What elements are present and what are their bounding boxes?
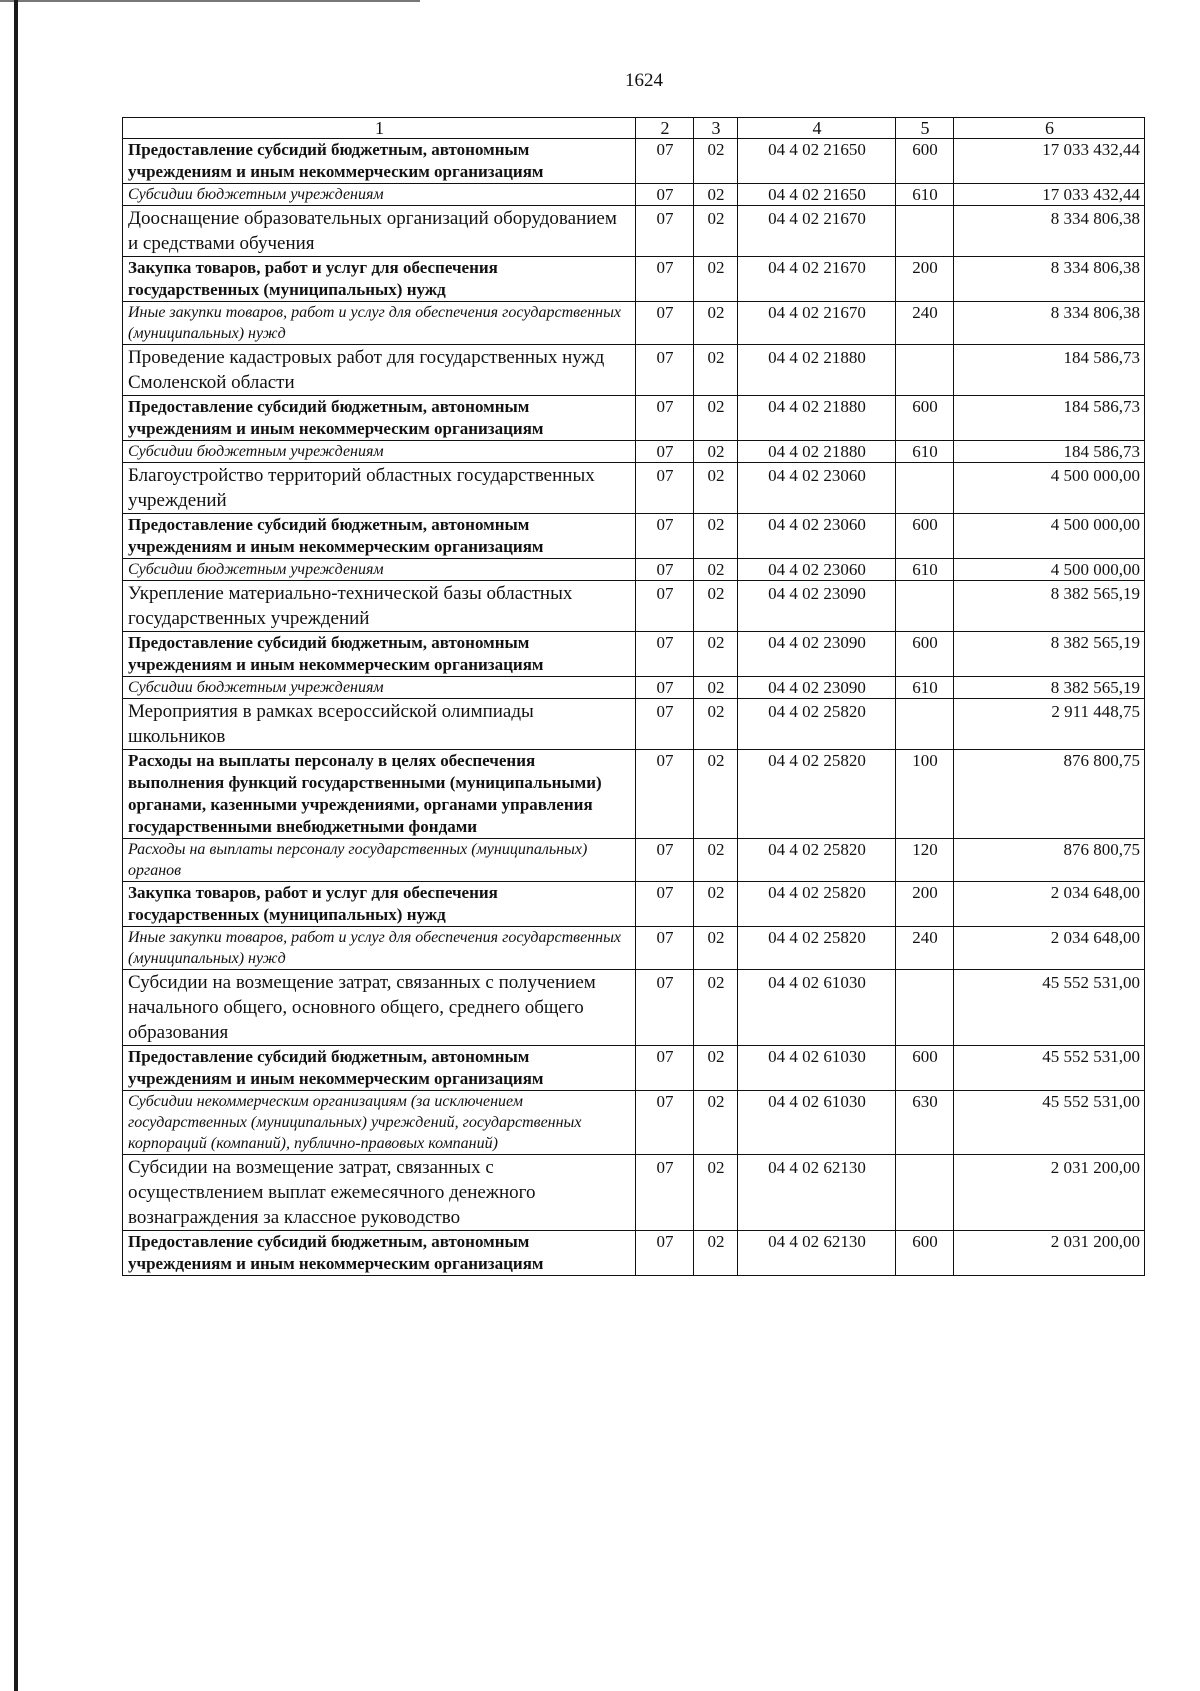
row-name-cell: Субсидии бюджетным учреждениям <box>123 559 636 581</box>
row-name-cell: Благоустройство территорий областных государственных учреждений <box>123 463 636 514</box>
row-target-article-cell: 04 4 02 21650 <box>738 139 896 184</box>
row-expense-type-cell: 100 <box>896 750 954 839</box>
table-row <box>123 514 1145 559</box>
row-section-cell: 07 <box>636 1155 694 1231</box>
row-section-cell: 07 <box>636 699 694 750</box>
row-expense-type-cell: 240 <box>896 927 954 970</box>
header-col-5: 5 <box>896 118 954 139</box>
row-name-cell: Предоставление субсидий бюджетным, автономным учреждениям и иным некоммерческим организациям <box>123 632 636 677</box>
table-row <box>123 677 1145 699</box>
row-target-article-cell: 04 4 02 21670 <box>738 302 896 345</box>
row-subsection-cell: 02 <box>694 927 738 970</box>
row-expense-type-cell: 600 <box>896 1231 954 1276</box>
row-target-article-cell: 04 4 02 21880 <box>738 396 896 441</box>
row-subsection-cell: 02 <box>694 1046 738 1091</box>
row-amount-cell: 4 500 000,00 <box>954 514 1145 559</box>
table-row <box>123 559 1145 581</box>
row-target-article-cell: 04 4 02 23090 <box>738 581 896 632</box>
row-target-article-cell: 04 4 02 21880 <box>738 441 896 463</box>
budget-table-header <box>123 118 1145 139</box>
table-row <box>123 345 1145 396</box>
row-name-cell: Предоставление субсидий бюджетным, автономным учреждениям и иным некоммерческим организациям <box>123 1046 636 1091</box>
row-section-cell: 07 <box>636 441 694 463</box>
row-name-cell: Предоставление субсидий бюджетным, автономным учреждениям и иным некоммерческим организациям <box>123 396 636 441</box>
row-name-cell: Субсидии бюджетным учреждениям <box>123 184 636 206</box>
row-amount-cell: 8 382 565,19 <box>954 677 1145 699</box>
row-section-cell: 07 <box>636 632 694 677</box>
table-row <box>123 441 1145 463</box>
row-expense-type-cell: 600 <box>896 1046 954 1091</box>
row-section-cell: 07 <box>636 927 694 970</box>
row-target-article-cell: 04 4 02 25820 <box>738 839 896 882</box>
row-expense-type-cell <box>896 1155 954 1231</box>
scan-left-border <box>14 0 18 1691</box>
row-target-article-cell: 04 4 02 25820 <box>738 927 896 970</box>
row-subsection-cell: 02 <box>694 441 738 463</box>
header-col-3: 3 <box>694 118 738 139</box>
table-row <box>123 581 1145 632</box>
scan-top-edge <box>0 0 420 2</box>
row-subsection-cell: 02 <box>694 257 738 302</box>
row-name-cell: Предоставление субсидий бюджетным, автономным учреждениям и иным некоммерческим организациям <box>123 139 636 184</box>
row-subsection-cell: 02 <box>694 1155 738 1231</box>
table-row <box>123 302 1145 345</box>
row-expense-type-cell: 600 <box>896 632 954 677</box>
row-section-cell: 07 <box>636 1091 694 1155</box>
row-amount-cell: 2 911 448,75 <box>954 699 1145 750</box>
row-amount-cell: 8 382 565,19 <box>954 632 1145 677</box>
table-row <box>123 396 1145 441</box>
row-section-cell: 07 <box>636 184 694 206</box>
header-row <box>123 118 1145 139</box>
row-section-cell: 07 <box>636 463 694 514</box>
row-section-cell: 07 <box>636 139 694 184</box>
row-target-article-cell: 04 4 02 21670 <box>738 257 896 302</box>
row-section-cell: 07 <box>636 206 694 257</box>
row-amount-cell: 184 586,73 <box>954 345 1145 396</box>
row-amount-cell: 8 334 806,38 <box>954 206 1145 257</box>
row-subsection-cell: 02 <box>694 302 738 345</box>
header-col-2: 2 <box>636 118 694 139</box>
row-target-article-cell: 04 4 02 25820 <box>738 750 896 839</box>
row-name-cell: Дооснащение образовательных организаций оборудованием и средствами обучения <box>123 206 636 257</box>
row-name-cell: Расходы на выплаты персоналу государственных (муниципальных) органов <box>123 839 636 882</box>
row-amount-cell: 184 586,73 <box>954 441 1145 463</box>
row-target-article-cell: 04 4 02 23060 <box>738 463 896 514</box>
header-col-6: 6 <box>954 118 1145 139</box>
row-expense-type-cell: 120 <box>896 839 954 882</box>
row-expense-type-cell: 610 <box>896 441 954 463</box>
row-expense-type-cell <box>896 581 954 632</box>
table-row <box>123 699 1145 750</box>
budget-table <box>122 117 1145 1276</box>
row-section-cell: 07 <box>636 970 694 1046</box>
table-row <box>123 184 1145 206</box>
table-row <box>123 839 1145 882</box>
row-target-article-cell: 04 4 02 25820 <box>738 882 896 927</box>
row-amount-cell: 4 500 000,00 <box>954 463 1145 514</box>
row-subsection-cell: 02 <box>694 632 738 677</box>
row-amount-cell: 2 031 200,00 <box>954 1231 1145 1276</box>
row-expense-type-cell: 630 <box>896 1091 954 1155</box>
row-subsection-cell: 02 <box>694 882 738 927</box>
table-row <box>123 882 1145 927</box>
row-expense-type-cell <box>896 699 954 750</box>
header-col-4: 4 <box>738 118 896 139</box>
row-section-cell: 07 <box>636 514 694 559</box>
row-section-cell: 07 <box>636 302 694 345</box>
row-name-cell: Субсидии бюджетным учреждениям <box>123 441 636 463</box>
row-subsection-cell: 02 <box>694 514 738 559</box>
row-target-article-cell: 04 4 02 61030 <box>738 1091 896 1155</box>
table-row <box>123 1091 1145 1155</box>
row-target-article-cell: 04 4 02 21670 <box>738 206 896 257</box>
row-subsection-cell: 02 <box>694 970 738 1046</box>
table-row <box>123 632 1145 677</box>
row-section-cell: 07 <box>636 750 694 839</box>
table-row <box>123 257 1145 302</box>
row-target-article-cell: 04 4 02 21650 <box>738 184 896 206</box>
row-name-cell: Субсидии на возмещение затрат, связанных с получением начального общего, основного общего, среднего общего образования <box>123 970 636 1046</box>
row-subsection-cell: 02 <box>694 839 738 882</box>
row-subsection-cell: 02 <box>694 1091 738 1155</box>
row-target-article-cell: 04 4 02 23060 <box>738 514 896 559</box>
row-expense-type-cell: 240 <box>896 302 954 345</box>
row-subsection-cell: 02 <box>694 1231 738 1276</box>
row-name-cell: Расходы на выплаты персоналу в целях обеспечения выполнения функций государственными (муниципальными) органами, казенными учреждениями, органами управления государственными внебюджетными фондами <box>123 750 636 839</box>
row-amount-cell: 876 800,75 <box>954 750 1145 839</box>
row-amount-cell: 2 034 648,00 <box>954 927 1145 970</box>
row-expense-type-cell: 610 <box>896 677 954 699</box>
row-section-cell: 07 <box>636 839 694 882</box>
row-subsection-cell: 02 <box>694 184 738 206</box>
row-target-article-cell: 04 4 02 61030 <box>738 1046 896 1091</box>
row-name-cell: Иные закупки товаров, работ и услуг для обеспечения государственных (муниципальных) нужд <box>123 302 636 345</box>
row-section-cell: 07 <box>636 559 694 581</box>
table-row <box>123 750 1145 839</box>
header-col-1: 1 <box>123 118 636 139</box>
table-row <box>123 970 1145 1046</box>
row-name-cell: Иные закупки товаров, работ и услуг для обеспечения государственных (муниципальных) нужд <box>123 927 636 970</box>
table-row <box>123 1155 1145 1231</box>
row-section-cell: 07 <box>636 882 694 927</box>
row-name-cell: Закупка товаров, работ и услуг для обеспечения государственных (муниципальных) нужд <box>123 882 636 927</box>
row-amount-cell: 8 382 565,19 <box>954 581 1145 632</box>
row-name-cell: Укрепление материально-технической базы областных государственных учреждений <box>123 581 636 632</box>
row-name-cell: Субсидии на возмещение затрат, связанных с осуществлением выплат ежемесячного денежного вознаграждения за классное руководство <box>123 1155 636 1231</box>
table-row <box>123 927 1145 970</box>
row-amount-cell: 45 552 531,00 <box>954 970 1145 1046</box>
row-target-article-cell: 04 4 02 23090 <box>738 632 896 677</box>
row-amount-cell: 876 800,75 <box>954 839 1145 882</box>
row-amount-cell: 45 552 531,00 <box>954 1091 1145 1155</box>
budget-table-body <box>123 139 1145 1276</box>
row-name-cell: Предоставление субсидий бюджетным, автономным учреждениям и иным некоммерческим организациям <box>123 1231 636 1276</box>
row-subsection-cell: 02 <box>694 206 738 257</box>
row-subsection-cell: 02 <box>694 677 738 699</box>
row-subsection-cell: 02 <box>694 581 738 632</box>
row-expense-type-cell: 600 <box>896 514 954 559</box>
table-row <box>123 463 1145 514</box>
row-name-cell: Предоставление субсидий бюджетным, автономным учреждениям и иным некоммерческим организациям <box>123 514 636 559</box>
row-section-cell: 07 <box>636 257 694 302</box>
row-amount-cell: 8 334 806,38 <box>954 257 1145 302</box>
row-target-article-cell: 04 4 02 23090 <box>738 677 896 699</box>
row-name-cell: Закупка товаров, работ и услуг для обеспечения государственных (муниципальных) нужд <box>123 257 636 302</box>
row-amount-cell: 2 034 648,00 <box>954 882 1145 927</box>
row-expense-type-cell <box>896 206 954 257</box>
row-expense-type-cell <box>896 970 954 1046</box>
row-name-cell: Проведение кадастровых работ для государственных нужд Смоленской области <box>123 345 636 396</box>
table-row <box>123 139 1145 184</box>
row-expense-type-cell <box>896 345 954 396</box>
table-row <box>123 1231 1145 1276</box>
row-target-article-cell: 04 4 02 21880 <box>738 345 896 396</box>
row-subsection-cell: 02 <box>694 463 738 514</box>
row-section-cell: 07 <box>636 677 694 699</box>
row-section-cell: 07 <box>636 396 694 441</box>
row-expense-type-cell: 610 <box>896 559 954 581</box>
row-expense-type-cell: 610 <box>896 184 954 206</box>
row-section-cell: 07 <box>636 581 694 632</box>
row-subsection-cell: 02 <box>694 750 738 839</box>
row-name-cell: Мероприятия в рамках всероссийской олимпиады школьников <box>123 699 636 750</box>
row-name-cell: Субсидии некоммерческим организациям (за исключением государственных (муниципальных) учреждений, государственных корпораций (компаний), публично-правовых компаний) <box>123 1091 636 1155</box>
row-target-article-cell: 04 4 02 62130 <box>738 1155 896 1231</box>
row-expense-type-cell: 200 <box>896 882 954 927</box>
row-target-article-cell: 04 4 02 61030 <box>738 970 896 1046</box>
row-section-cell: 07 <box>636 1046 694 1091</box>
row-subsection-cell: 02 <box>694 139 738 184</box>
row-target-article-cell: 04 4 02 23060 <box>738 559 896 581</box>
row-amount-cell: 184 586,73 <box>954 396 1145 441</box>
row-expense-type-cell <box>896 463 954 514</box>
row-target-article-cell: 04 4 02 62130 <box>738 1231 896 1276</box>
row-amount-cell: 8 334 806,38 <box>954 302 1145 345</box>
row-expense-type-cell: 200 <box>896 257 954 302</box>
row-subsection-cell: 02 <box>694 396 738 441</box>
row-amount-cell: 45 552 531,00 <box>954 1046 1145 1091</box>
row-amount-cell: 2 031 200,00 <box>954 1155 1145 1231</box>
row-subsection-cell: 02 <box>694 345 738 396</box>
row-section-cell: 07 <box>636 345 694 396</box>
row-subsection-cell: 02 <box>694 699 738 750</box>
row-name-cell: Субсидии бюджетным учреждениям <box>123 677 636 699</box>
row-amount-cell: 17 033 432,44 <box>954 139 1145 184</box>
row-subsection-cell: 02 <box>694 559 738 581</box>
row-expense-type-cell: 600 <box>896 396 954 441</box>
table-row <box>123 1046 1145 1091</box>
row-amount-cell: 4 500 000,00 <box>954 559 1145 581</box>
row-expense-type-cell: 600 <box>896 139 954 184</box>
row-amount-cell: 17 033 432,44 <box>954 184 1145 206</box>
row-target-article-cell: 04 4 02 25820 <box>738 699 896 750</box>
row-section-cell: 07 <box>636 1231 694 1276</box>
table-row <box>123 206 1145 257</box>
page-number: 1624 <box>625 70 663 91</box>
